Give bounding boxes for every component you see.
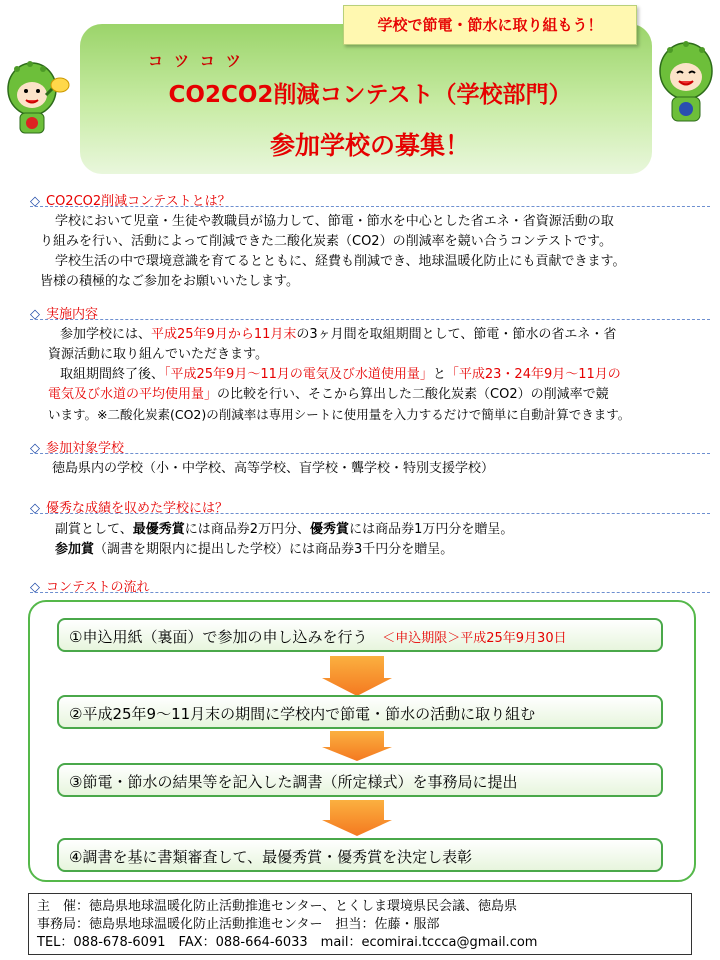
section-heading-awards: ◇ 優秀な成績を収めた学校には？ — [30, 501, 229, 516]
mascot-right-icon — [652, 35, 720, 130]
divider — [30, 453, 710, 454]
section-heading-about: ◇ CO2CO2削減コンテストとは？ — [30, 194, 231, 209]
title-ruby: コツコツ — [148, 52, 252, 70]
footer-office: 事務局：徳島県地球温暖化防止活動推進センター 担当：佐藤・服部 — [37, 917, 440, 932]
mascot-left-icon — [2, 55, 78, 141]
diamond-icon: ◇ — [30, 501, 40, 516]
section-heading-targets: ◇ 参加対象学校 — [30, 441, 125, 456]
divider — [30, 513, 710, 514]
divider — [30, 592, 710, 593]
divider — [30, 319, 710, 320]
details-text: 参加学校には、平成25年9月から11月末の3ヶ月間を取組期間として、節電・節水の省エネ・省 資源活動に取り組んでいただきます。 取組期間終了後、「平成25年9月～11月の電気及び水道使用量」と「平成23・24年9月～11月の 電気及び水道の平均使用量」の比較を行い、そこから算出した二酸化炭素（CO2）の削減率で競 います。※二酸化炭素(CO2)の削減率は専用シートに使用量を入力するだけで簡単に自動計算できます。 — [48, 327, 631, 422]
page-title: CO2CO2削減コンテスト（学校部門） — [168, 82, 572, 108]
flow-step-1: ①申込用紙（裏面）で参加の申し込みを行う ＜申込期限＞平成25年9月30日 — [57, 618, 663, 652]
flow-step-3: ③節電・節水の結果等を記入した調書（所定様式）を事務局に提出 — [57, 763, 663, 797]
section-heading-details: ◇ 実施内容 — [30, 307, 99, 322]
diamond-icon: ◇ — [30, 441, 40, 456]
about-text: 学校において児童・生徒や教職員が協力して、節電・節水を中心とした省エネ・省資源活動の取 り組みを行い、活動によって削減できた二酸化炭素（CO2）の削減率を競い合うコンテストです。 学校生活の中で環境意識を育てるとともに、経費も削減でき、地球温暖化防止にも貢献できます。 皆様の積極的なご参加をお願いいたします。 — [40, 214, 626, 289]
diamond-icon: ◇ — [30, 580, 40, 595]
section-heading-flow: ◇ コンテストの流れ — [30, 580, 150, 595]
arrow-down-icon — [322, 800, 392, 836]
footer-organizer: 主 催：徳島県地球温暖化防止活動推進センター、とくしま環境県民会議、徳島県 — [37, 899, 517, 914]
awards-text: 副賞として、最優秀賞には商品券2万円分、優秀賞には商品券1万円分を贈呈。 参加賞（調書を期限内に提出した学校）には商品券3千円分を贈呈。 — [55, 522, 514, 557]
diamond-icon: ◇ — [30, 307, 40, 322]
targets-text: 徳島県内の学校（小・中学校、高等学校、盲学校・聾学校・特別支援学校） — [52, 461, 495, 476]
footer-contact — [28, 893, 692, 955]
arrow-down-icon — [322, 656, 392, 696]
divider — [30, 206, 710, 207]
flow-step-2: ②平成25年9～11月末の期間に学校内で節電・節水の活動に取り組む — [57, 695, 663, 729]
footer-contact-info: TEL：088-678-6091 FAX：088-664-6033 mail：ecomirai.tccca@gmail.com — [37, 935, 538, 950]
diamond-icon: ◇ — [30, 194, 40, 209]
slogan-note: 学校で節電・節水に取り組もう！ — [343, 5, 637, 45]
page-subtitle: 参加学校の募集！ — [269, 131, 470, 160]
flow-step-4: ④調書を基に書類審査して、最優秀賞・優秀賞を決定し表彰 — [57, 838, 663, 872]
arrow-down-icon — [322, 731, 392, 761]
